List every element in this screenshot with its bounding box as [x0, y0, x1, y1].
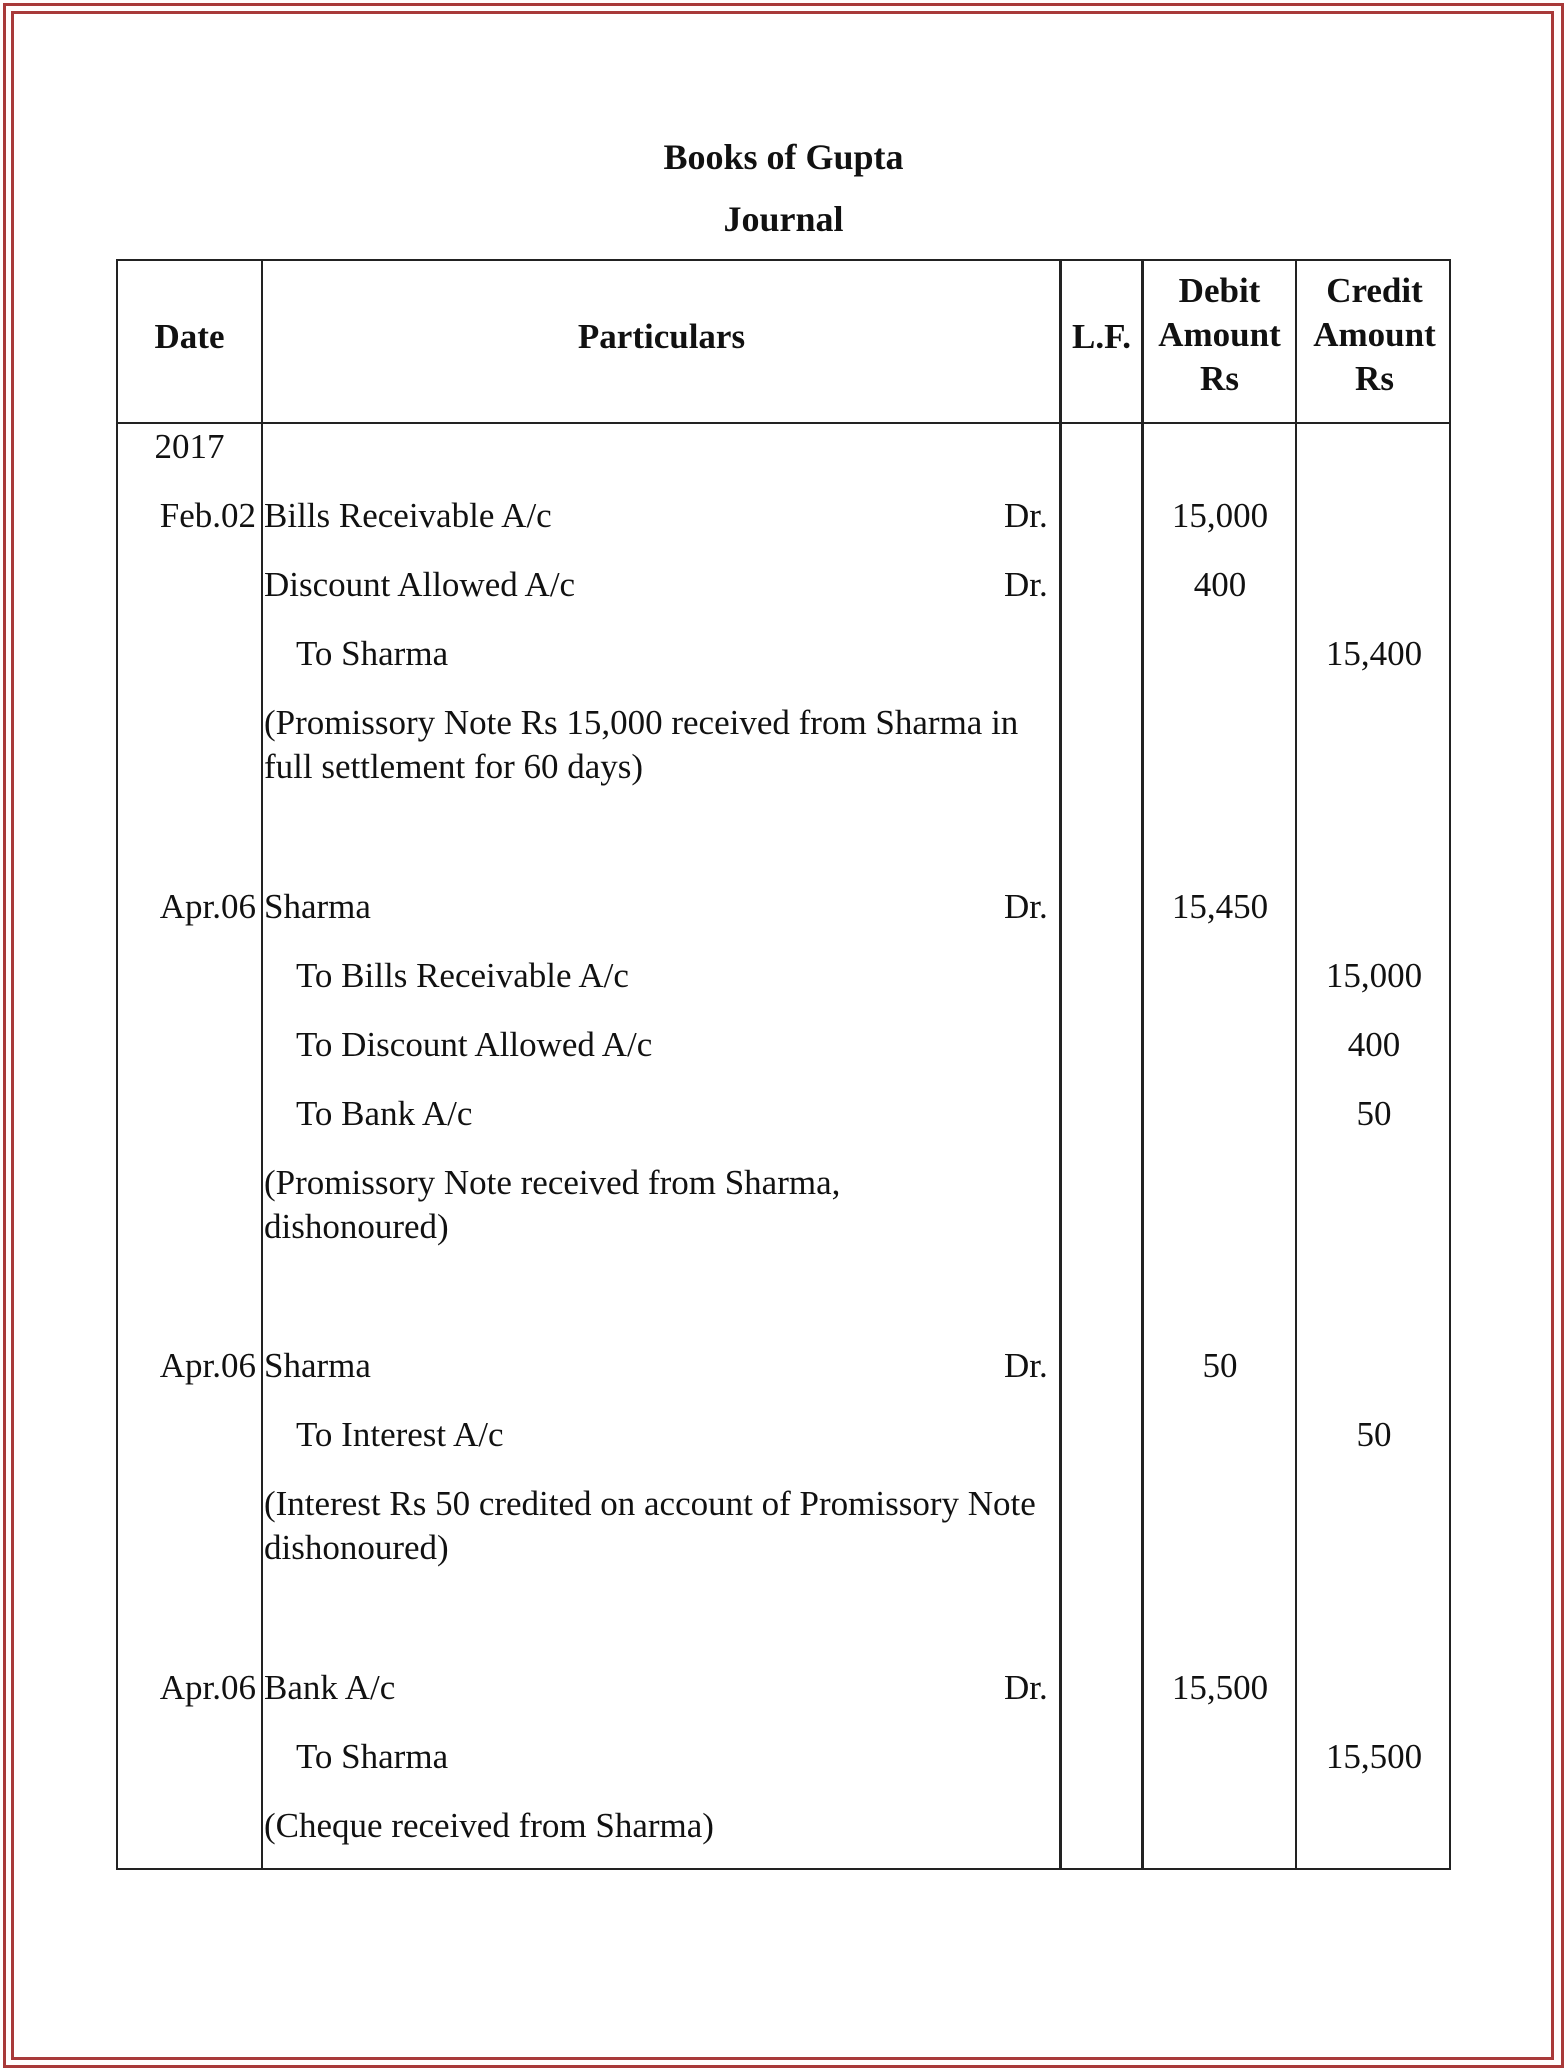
journal-table — [116, 259, 1451, 1870]
debit-amount: 15,000 — [1171, 496, 1269, 535]
debit-amount: 15,450 — [1171, 887, 1269, 926]
debit-amount: 400 — [1193, 565, 1247, 604]
debit-amount: 15,500 — [1171, 1668, 1269, 1707]
narration: (Promissory Note Rs 15,000 received from Sharma in full settlement for 60 days) — [264, 703, 1019, 786]
entry-date: Feb.02 — [159, 496, 256, 535]
debit-account: Sharma — [264, 1346, 371, 1385]
credit-account: To Discount Allowed A/c — [296, 1025, 653, 1064]
year-label: 2017 — [154, 427, 225, 466]
header-particulars: Particulars — [577, 317, 746, 356]
entry-date: Apr.06 — [159, 887, 256, 926]
col-divider-particulars — [1059, 261, 1062, 1868]
credit-amount: 15,000 — [1325, 956, 1423, 995]
header-debit-2: Amount — [1158, 315, 1281, 354]
credit-account: To Bank A/c — [296, 1094, 473, 1133]
header-debit-3: Rs — [1200, 359, 1239, 398]
header-debit-1: Debit — [1178, 271, 1261, 310]
debit-account: Discount Allowed A/c — [264, 565, 576, 604]
dr-marker: Dr. — [1004, 1668, 1048, 1707]
header-date: Date — [154, 317, 225, 356]
dr-marker: Dr. — [1004, 496, 1048, 535]
debit-amount: 50 — [1202, 1346, 1238, 1385]
header-divider — [118, 422, 1449, 424]
book-title: Books of Gupta — [663, 137, 904, 177]
dr-marker: Dr. — [1004, 887, 1048, 926]
credit-amount: 50 — [1356, 1415, 1392, 1454]
col-divider-date — [261, 261, 263, 1868]
header-lf: L.F. — [1071, 317, 1131, 356]
narration: (Interest Rs 50 credited on account of Promissory Note dishonoured) — [264, 1484, 1036, 1567]
journal-title: Journal — [723, 199, 844, 239]
debit-account: Sharma — [264, 887, 371, 926]
entry-date: Apr.06 — [159, 1668, 256, 1707]
credit-amount: 15,400 — [1325, 634, 1423, 673]
dr-marker: Dr. — [1004, 1346, 1048, 1385]
credit-amount: 400 — [1347, 1025, 1401, 1064]
credit-amount: 50 — [1356, 1094, 1392, 1133]
col-divider-lf — [1141, 261, 1144, 1868]
narration: (Promissory Note received from Sharma, dishonoured) — [264, 1163, 841, 1246]
narration: (Cheque received from Sharma) — [264, 1806, 714, 1845]
header-credit-3: Rs — [1355, 359, 1394, 398]
debit-account: Bills Receivable A/c — [264, 496, 552, 535]
entry-date: Apr.06 — [159, 1346, 256, 1385]
credit-account: To Sharma — [296, 634, 449, 673]
col-divider-debit — [1295, 261, 1297, 1868]
credit-account: To Sharma — [296, 1737, 449, 1776]
credit-account: To Bills Receivable A/c — [296, 956, 629, 995]
credit-amount: 15,500 — [1325, 1737, 1423, 1776]
credit-account: To Interest A/c — [296, 1415, 504, 1454]
header-credit-1: Credit — [1326, 271, 1423, 310]
debit-account: Bank A/c — [264, 1668, 396, 1707]
header-credit-2: Amount — [1313, 315, 1436, 354]
dr-marker: Dr. — [1004, 565, 1048, 604]
